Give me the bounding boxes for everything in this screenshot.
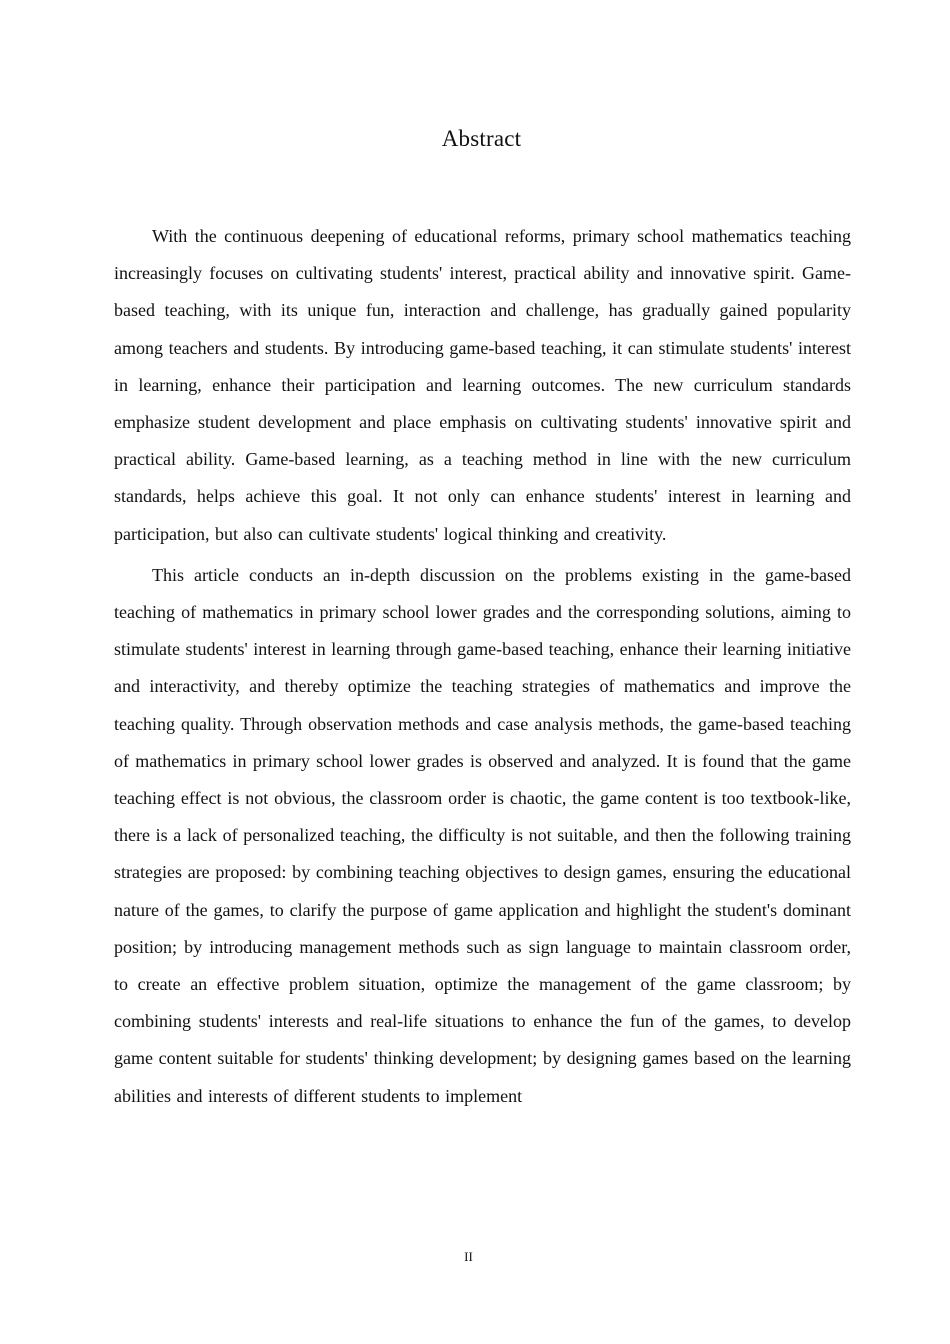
abstract-paragraph-2: This article conducts an in-depth discussion on the problems existing in the game-based teaching of mathematics in primary school lower grades and the corresponding solutions, aiming to stimulate students' interest in learning through game-based teaching, enhance their learning initiative and interactivity, and thereby optimize the teaching strategies of mathematics and improve the teaching quality. Through observation methods and case analysis methods, the game-based teaching of mathematics in primary school lower grades is observed and analyzed. It is found that the game teaching effect is not obvious, the classroom order is chaotic, the game content is too textbook-like, there is a lack of personalized teaching, the difficulty is not suitable, and then the following training strategies are proposed: by combining teaching objectives to design games, ensuring the educational nature of the games, to clarify the purpose of game application and highlight the student's dominant position; by introducing management methods such as sign language to maintain classroom order, to create an effective problem situation, optimize the management of the game classroom; by combining students' interests and real-life situations to enhance the fun of the games, to develop game content suitable for students' thinking development; by designing games based on the learning abilities and interests of different students to implement [114, 564, 852, 1106]
abstract-body [114, 218, 851, 1119]
abstract-paragraph-1: With the continuous deepening of educational reforms, primary school mathematics teaching increasingly focuses on cultivating students' interest, practical ability and innovative spirit. Game-based teaching, with its unique fun, interaction and challenge, has gradually gained popularity among teachers and students. By introducing game-based teaching, it can stimulate students' interest in learning, enhance their participation and learning outcomes. The new curriculum standards emphasize student development and place emphasis on cultivating students' innovative spirit and practical ability. Game-based learning, as a teaching method in line with the new curriculum standards, helps achieve this goal. It not only can enhance students' interest in learning and participation, but also can cultivate students' logical thinking and creativity. [114, 226, 851, 544]
page-number: II [464, 1249, 473, 1264]
abstract-title: Abstract [441, 126, 522, 151]
